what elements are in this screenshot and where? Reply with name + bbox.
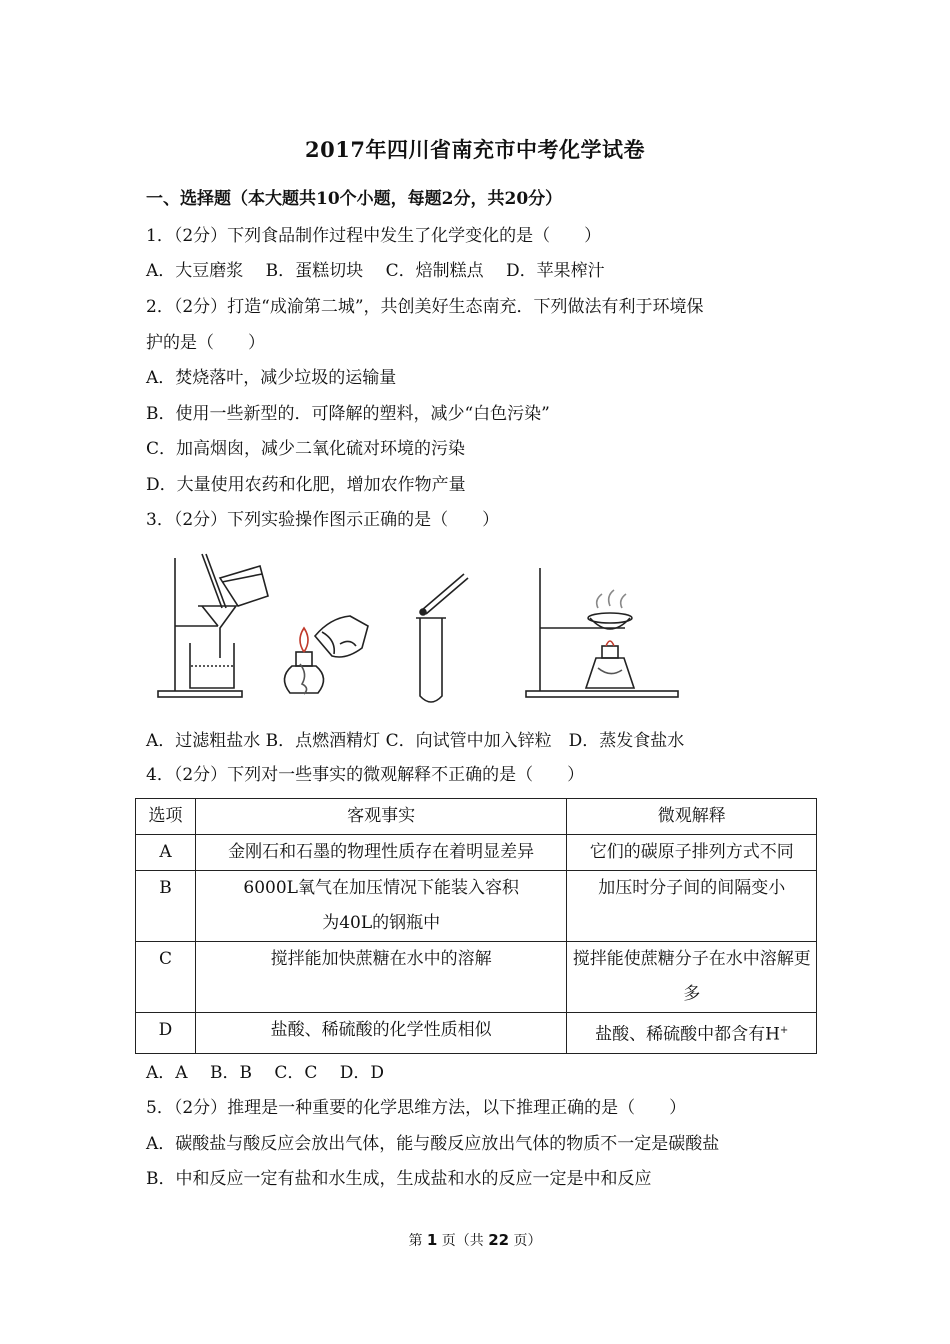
row-fact: 搅拌能加快蔗糖在水中的溶解 [195, 942, 567, 1013]
question-1-options: A．大豆磨浆 B．蛋糕切块 C．焙制糕点 D．苹果榨汁 [146, 261, 605, 281]
table-row [136, 1013, 817, 1054]
row-option: C [136, 942, 196, 1013]
question-2-option-b: B．使用一些新型的．可降解的塑料，减少“白色污染” [146, 404, 550, 424]
table-header-row [136, 799, 817, 835]
row-fact: 金刚石和石墨的物理性质存在着明显差异 [195, 835, 567, 871]
explanation-text: 盐酸、稀硫酸中都含有H [595, 1024, 780, 1045]
page-title: 2017年四川省南充市中考化学试卷 [305, 137, 645, 162]
table-row [136, 835, 817, 871]
row-option: A [136, 835, 196, 871]
question-2-option-d: D．大量使用农药和化肥，增加农作物产量 [146, 475, 466, 495]
question-3-stem: 3．（2分）下列实验操作图示正确的是（ ） [146, 510, 500, 530]
question-4-options: A．A B．B C．C D．D [146, 1063, 385, 1083]
row-explanation: 加压时分子间的间隔变小 [567, 871, 817, 942]
footer-suffix: 页） [509, 1233, 542, 1249]
footer-page-number: 1 [426, 1231, 438, 1249]
alcohol-lamp-icon [284, 616, 368, 694]
question-2-option-a: A．焚烧落叶，减少垃圾的运输量 [146, 368, 397, 388]
footer-prefix: 第 [408, 1233, 427, 1249]
question-1-stem: 1．（2分）下列食品制作过程中发生了化学变化的是（ ） [146, 226, 602, 246]
header-explanation: 微观解释 [567, 799, 817, 835]
question-2-stem-line2: 护的是（ ） [146, 333, 265, 353]
question-4-table [135, 798, 817, 1054]
page-footer [0, 1230, 950, 1250]
question-5-option-a: A．碳酸盐与酸反应会放出气体，能与酸反应放出气体的物质不一定是碳酸盐 [146, 1134, 720, 1154]
question-4-stem: 4．（2分）下列对一些事实的微观解释不正确的是（ ） [146, 765, 585, 785]
table-row [136, 871, 817, 942]
header-fact: 客观事实 [195, 799, 567, 835]
question-5-stem: 5．（2分）推理是一种重要的化学思维方法，以下推理正确的是（ ） [146, 1098, 687, 1118]
row-explanation [567, 1013, 817, 1054]
test-tube-icon [416, 574, 468, 702]
row-option: B [136, 871, 196, 942]
footer-total-pages: 22 [488, 1231, 510, 1249]
row-fact: 盐酸、稀硫酸的化学性质相似 [195, 1013, 567, 1054]
row-explanation: 它们的碳原子排列方式不同 [567, 835, 817, 871]
row-option: D [136, 1013, 196, 1054]
section-heading: 一、选择题（本大题共10个小题，每题2分，共20分） [146, 189, 563, 209]
evaporation-apparatus-icon [526, 568, 678, 697]
filtration-apparatus-icon [158, 554, 268, 697]
table-row [136, 942, 817, 1013]
question-3-options: A．过滤粗盐水 B．点燃酒精灯 C．向试管中加入锌粒 D．蒸发食盐水 [146, 731, 685, 751]
lab-apparatus-figures [150, 548, 770, 713]
row-explanation: 搅拌能使蔗糖分子在水中溶解更多 [567, 942, 817, 1013]
row-fact: 6000L氧气在加压情况下能装入容积为40L的钢瓶中 [195, 871, 567, 942]
question-2-stem-line1: 2．（2分）打造“成渝第二城”，共创美好生态南充．下列做法有利于环境保 [146, 297, 704, 317]
header-option: 选项 [136, 799, 196, 835]
question-5-option-b: B．中和反应一定有盐和水生成，生成盐和水的反应一定是中和反应 [146, 1169, 652, 1189]
ion-charge: + [779, 1025, 789, 1036]
question-2-option-c: C．加高烟囱，减少二氧化硫对环境的污染 [146, 439, 466, 459]
footer-middle: 页（共 [437, 1233, 489, 1249]
